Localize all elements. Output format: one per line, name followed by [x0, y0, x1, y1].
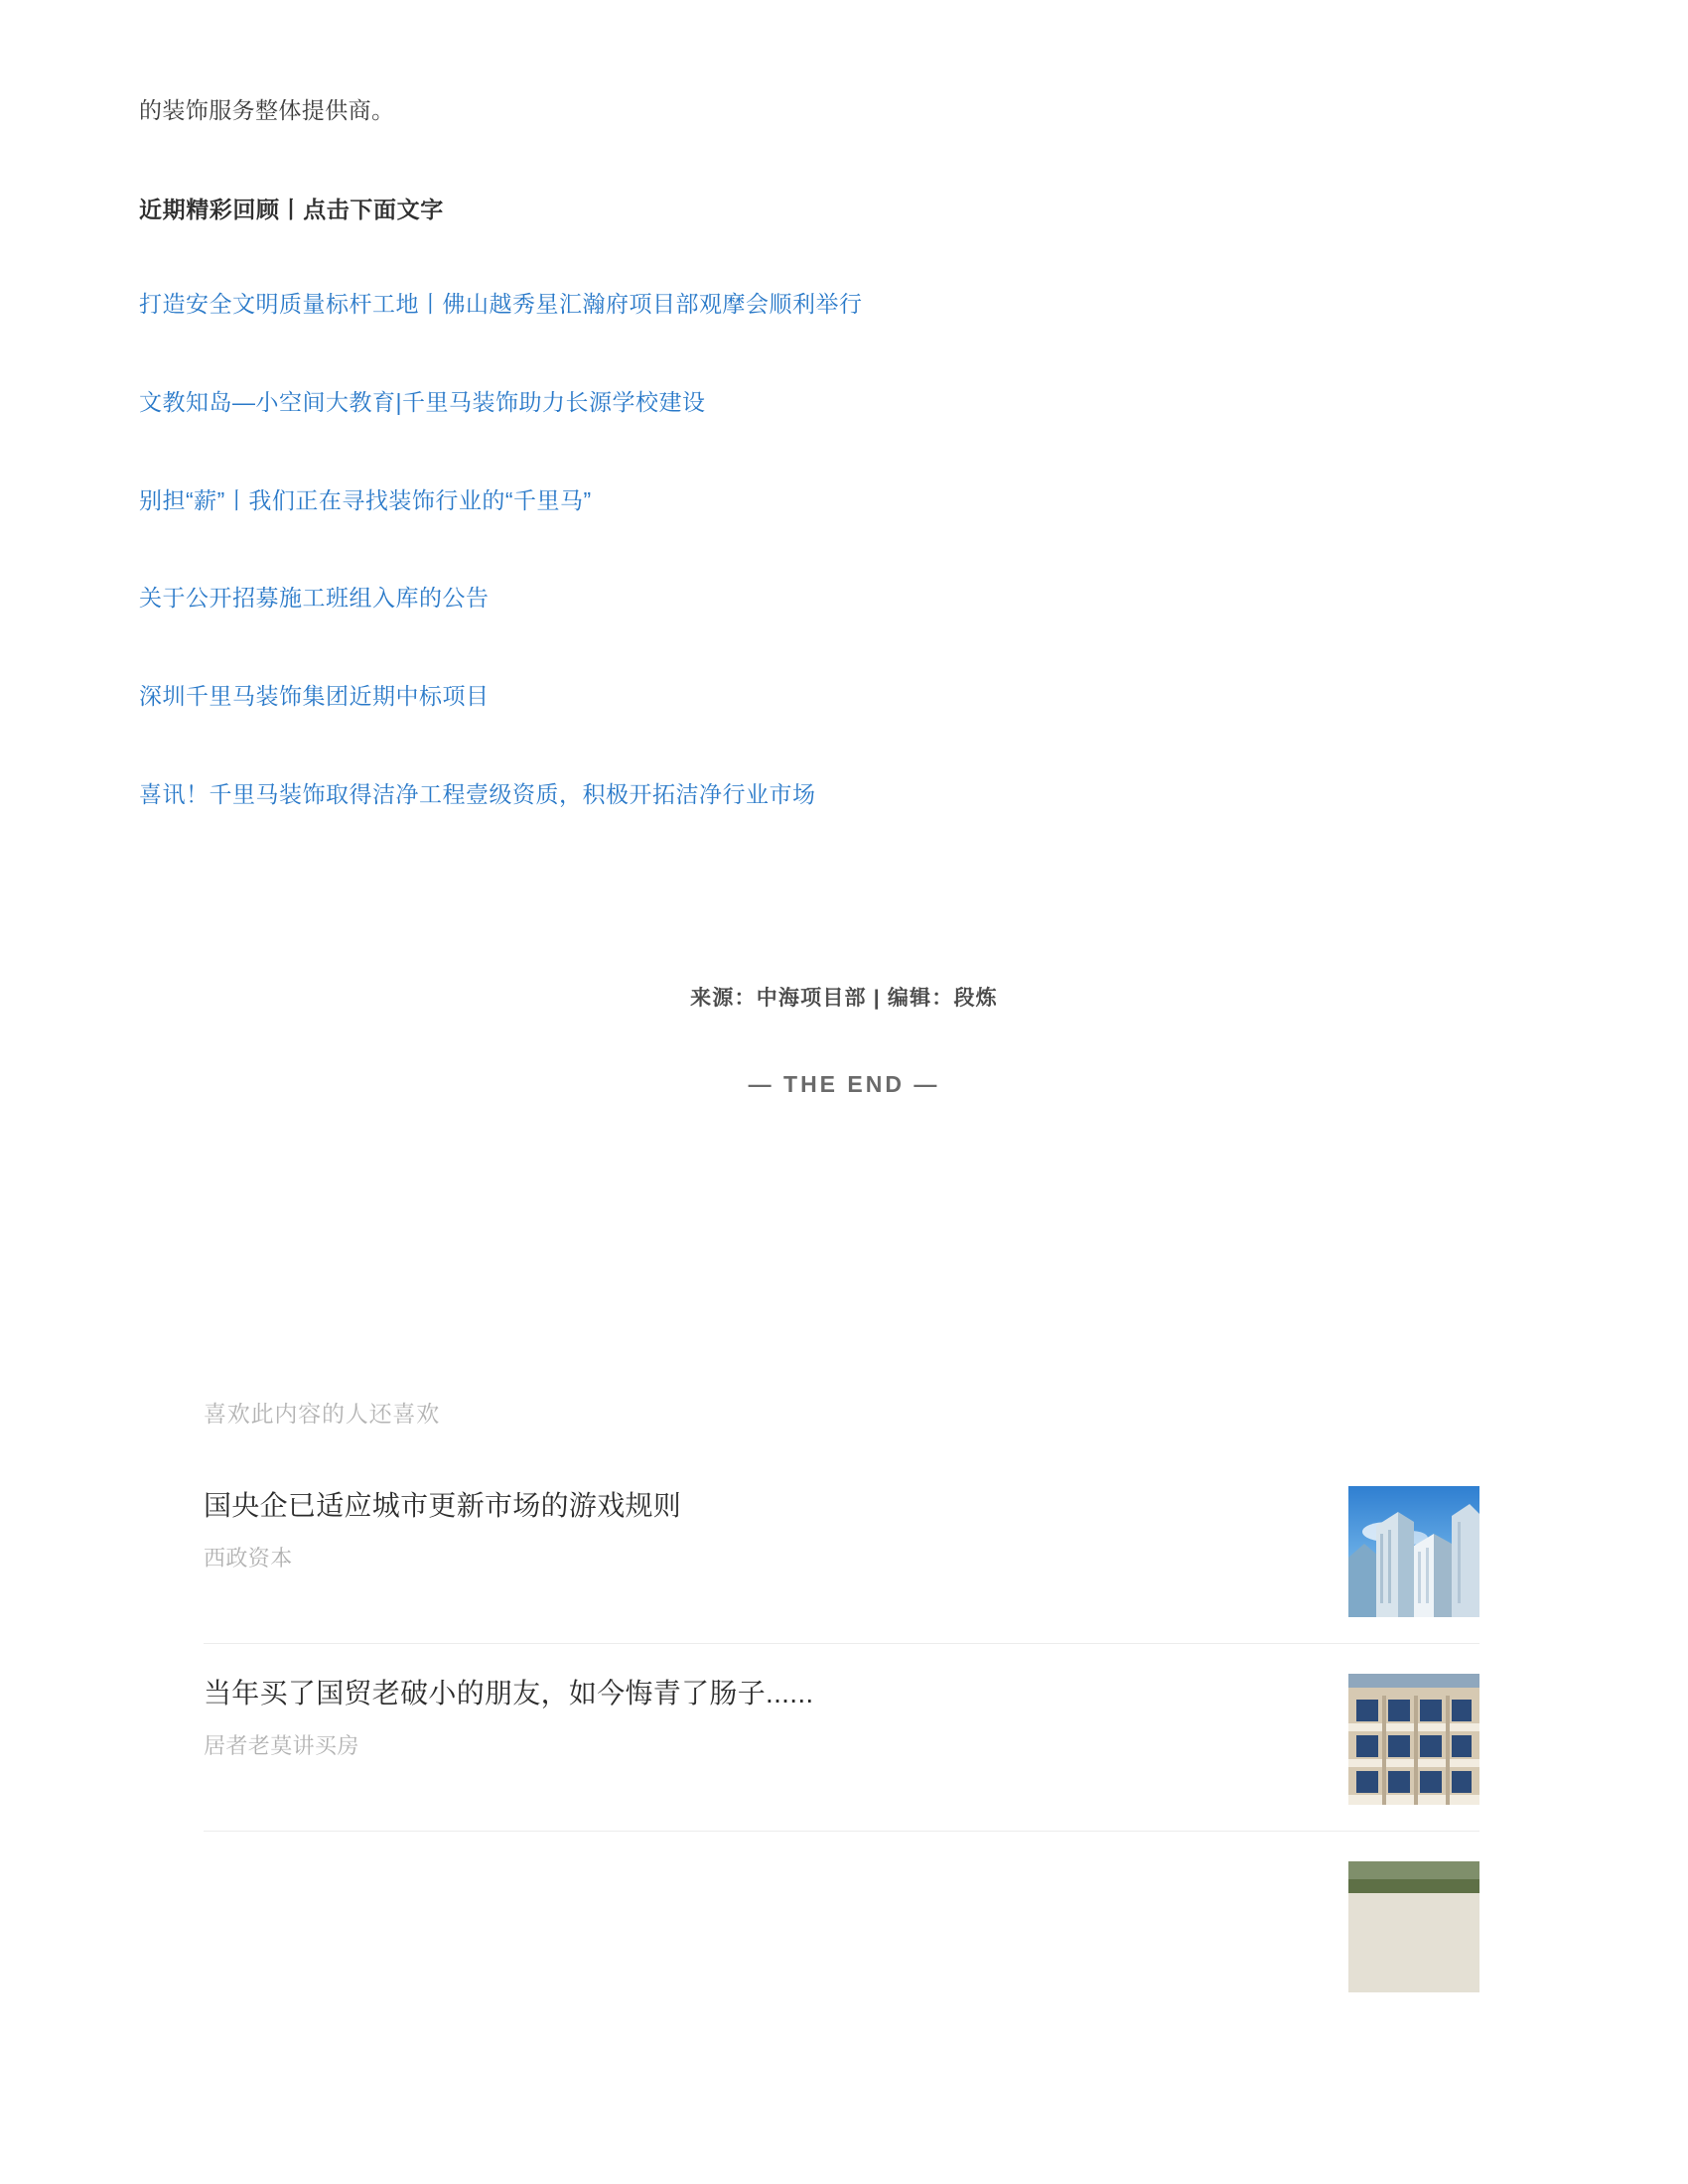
list-item [139, 421, 1549, 519]
recommendation-text-block [204, 1486, 1348, 1573]
source-and-editor-line: 来源：中海项目部 | 编辑：段炼 [690, 986, 998, 1010]
recommendation-headline[interactable]: 国央企已适应城市更新市场的游戏规则 [204, 1489, 682, 1521]
list-item[interactable] [204, 1644, 1479, 1832]
recent-review-heading: 近期精彩回顾丨点击下面文字 [139, 197, 444, 223]
article-link-6[interactable]: 喜讯！千里马装饰取得洁净工程壹级资质，积极开拓洁净行业市场 [139, 781, 816, 808]
list-item [139, 715, 1549, 813]
list-item[interactable] [204, 1456, 1479, 1644]
recommendation-text-block [204, 1674, 1348, 1761]
lead-paragraph: 的装饰服务整体提供商。 [139, 97, 395, 123]
list-item [139, 323, 1549, 421]
list-item[interactable] [204, 1832, 1479, 2018]
recommendation-source: 居者老莫讲买房 [204, 1733, 359, 1759]
apartment-photo-thumbnail [1348, 1674, 1479, 1805]
article-link-5[interactable]: 深圳千里马装饰集团近期中标项目 [139, 683, 490, 710]
article-link-2[interactable]: 文教知岛—小空间大教育|千里马装饰助力长源学校建设 [139, 388, 706, 415]
list-item [139, 616, 1549, 715]
skyline-photo-thumbnail [1348, 1486, 1479, 1617]
recommendation-source: 西政资本 [204, 1546, 293, 1571]
recent-article-link-list [139, 224, 1549, 813]
landscape-photo-thumbnail [1348, 1861, 1479, 1992]
article-link-1[interactable]: 打造安全文明质量标杆工地丨佛山越秀星汇瀚府项目部观摩会顺利举行 [139, 291, 863, 318]
recommendation-title: 喜欢此内容的人还喜欢 [204, 1400, 440, 1427]
list-item [139, 224, 1549, 323]
recommendation-headline[interactable]: 当年买了国贸老破小的朋友，如今悔青了肠子...... [204, 1677, 814, 1708]
recommendation-source [204, 1861, 1309, 1877]
recommendation-text-block [204, 1861, 1348, 1877]
list-item [139, 518, 1549, 616]
article-link-4[interactable]: 关于公开招募施工班组入库的公告 [139, 585, 490, 612]
article-link-3[interactable]: 别担“薪”丨我们正在寻找装饰行业的“千里马” [139, 486, 592, 513]
recommendation-section [0, 1396, 1688, 2018]
end-mark: — THE END — [748, 1070, 940, 1097]
